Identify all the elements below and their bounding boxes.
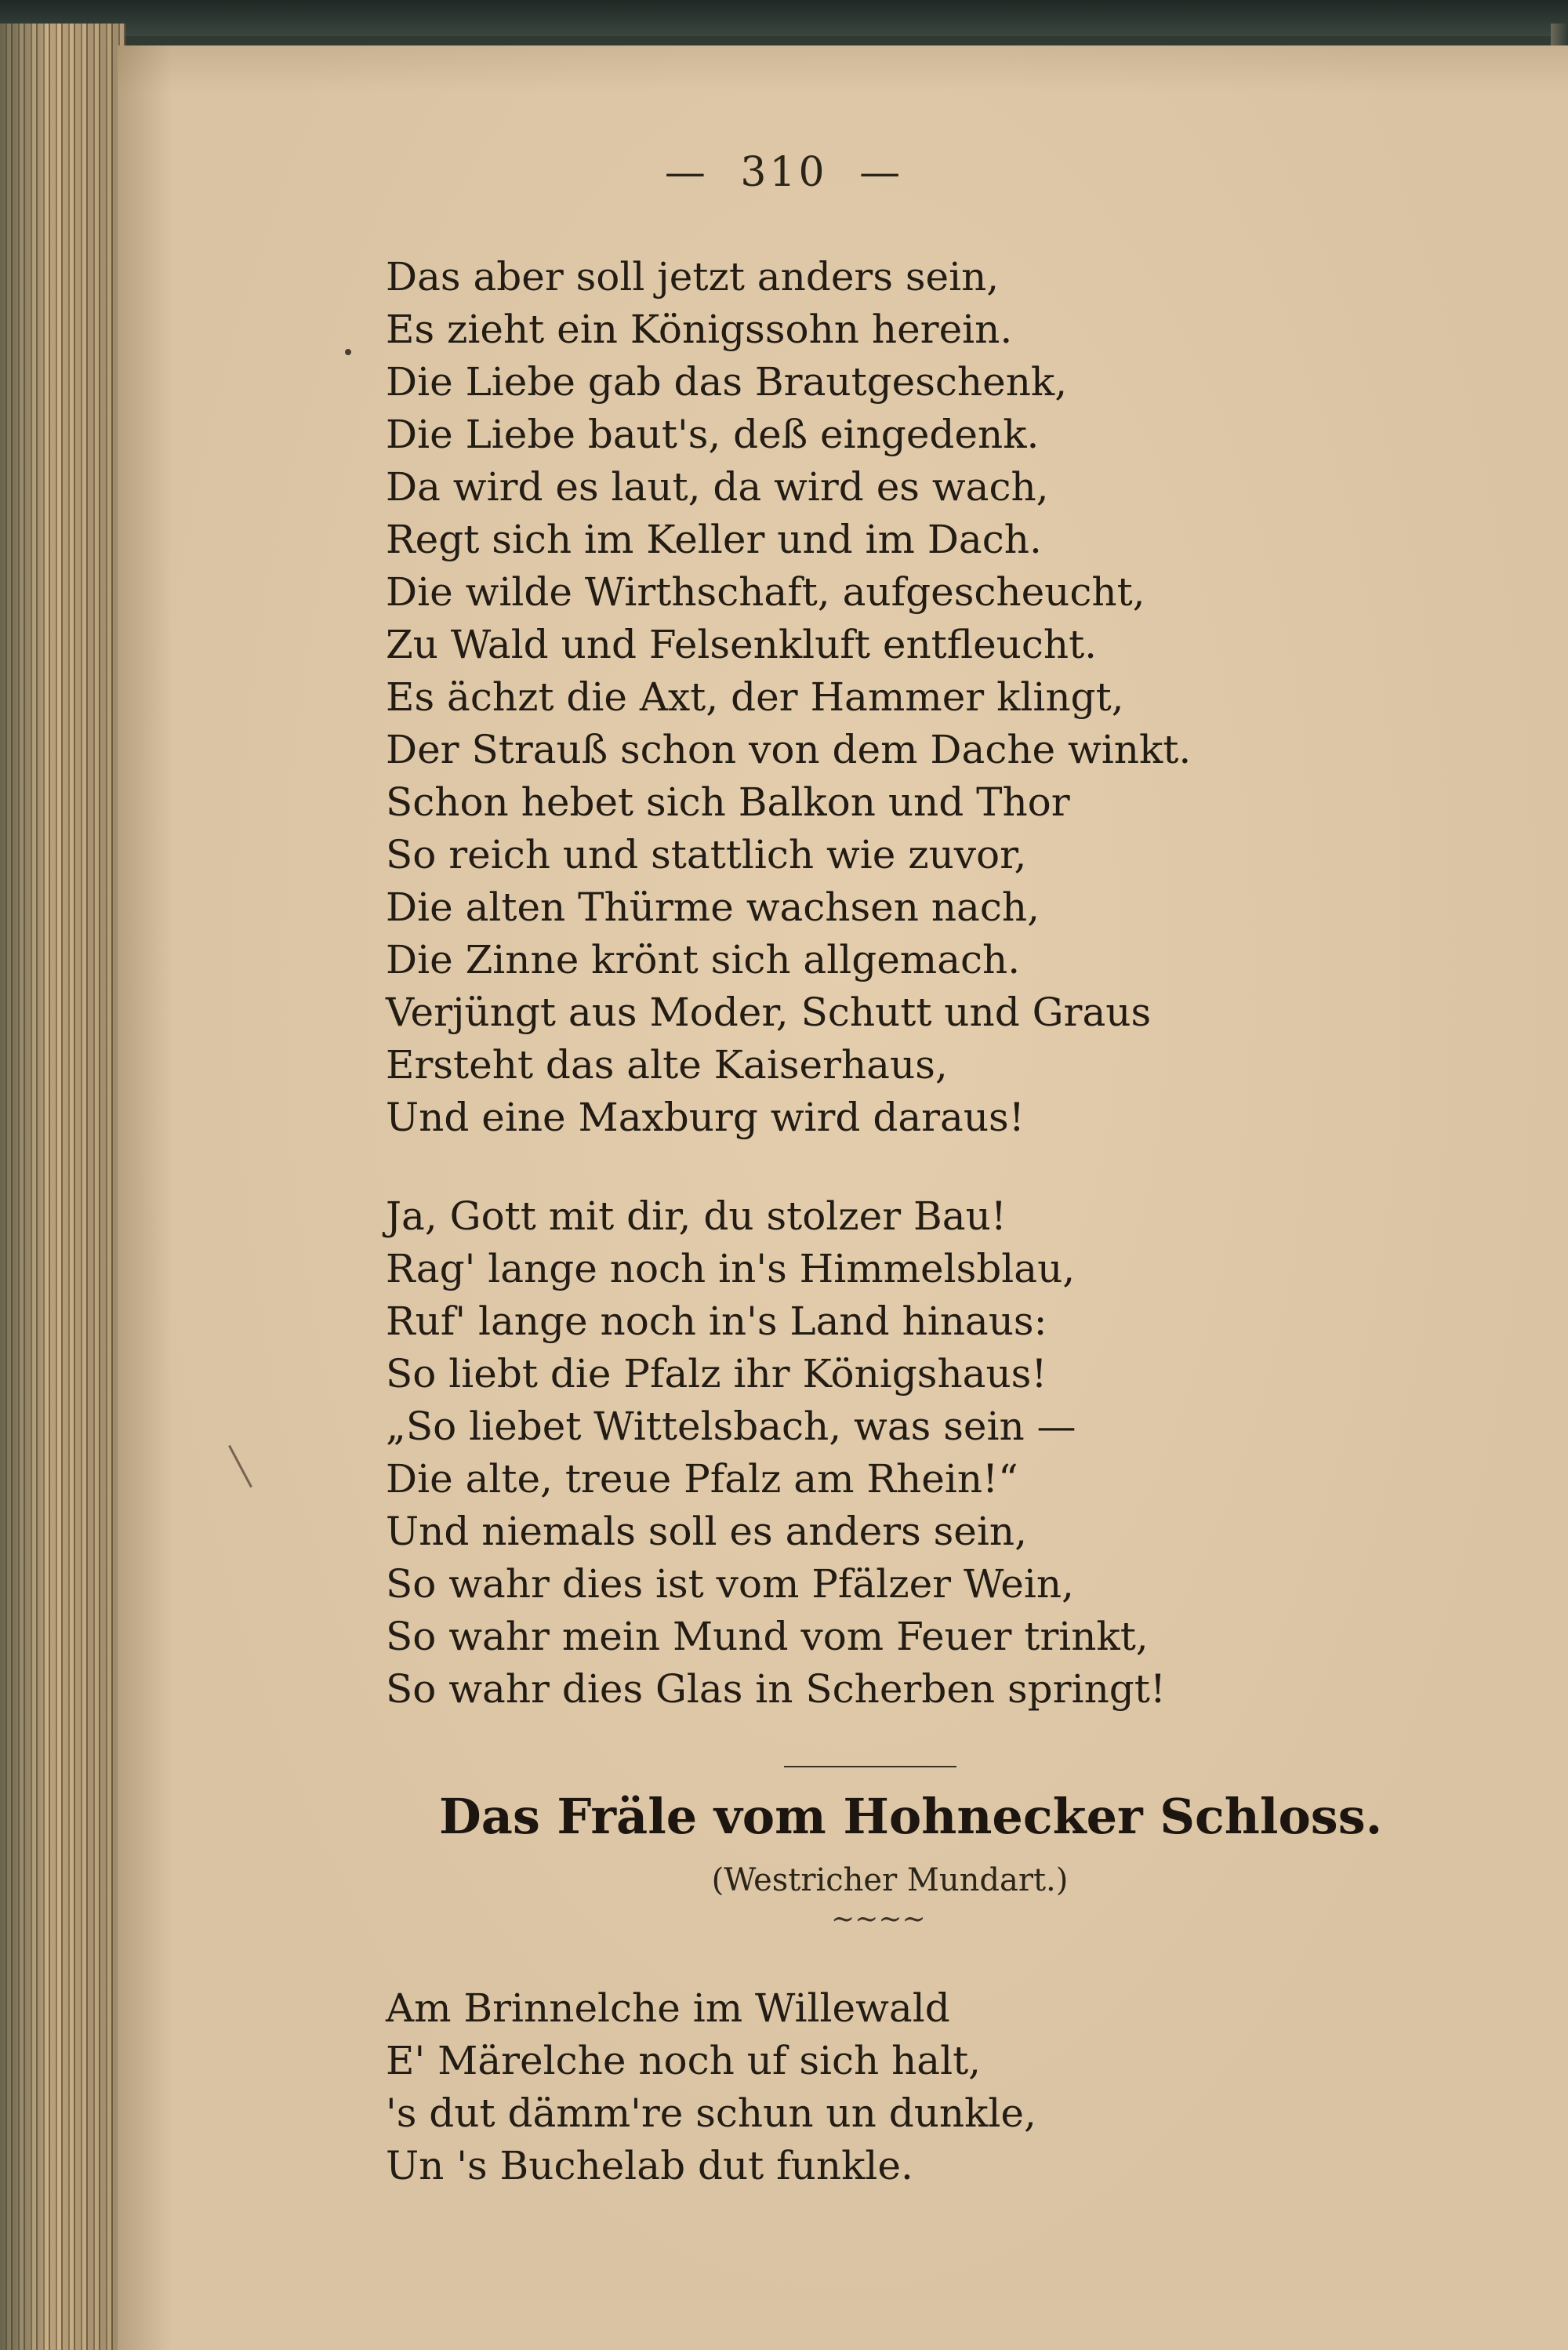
poem-line: Am Brinnelche im Willewald bbox=[386, 1985, 950, 2031]
show-through-text bbox=[1286, 267, 1568, 2227]
page-header bbox=[0, 149, 1568, 196]
poem-line: Ersteht das alte Kaiserhaus, bbox=[386, 1042, 948, 1088]
poem-line: Die Zinne krönt sich allgemach. bbox=[386, 937, 1021, 982]
poem-line: So wahr dies ist vom Pfälzer Wein, bbox=[386, 1561, 1074, 1607]
poem-line: Die alten Thürme wachsen nach, bbox=[386, 884, 1040, 930]
stanza bbox=[386, 1190, 1166, 1716]
poem-line: Die Liebe gab das Brautgeschenk, bbox=[386, 359, 1068, 405]
poem-line: Un 's Buchelab dut funkle. bbox=[386, 2143, 913, 2188]
poem-subtitle: (Westricher Mundart.) bbox=[711, 1862, 1069, 1898]
page-number: 310 bbox=[740, 149, 828, 196]
poem-line: So wahr mein Mund vom Feuer trinkt, bbox=[386, 1614, 1149, 1659]
poem-line: Die Liebe baut's, deß eingedenk. bbox=[386, 412, 1040, 457]
poem-line: Die wilde Wirthschaft, aufgescheucht, bbox=[386, 569, 1145, 615]
poem-line: Die alte, treue Pfalz am Rhein!“ bbox=[386, 1456, 1018, 1502]
poem-line: Rag' lange noch in's Himmelsblau, bbox=[386, 1246, 1076, 1291]
page-edges bbox=[0, 24, 125, 2350]
stanza bbox=[386, 1982, 1036, 2192]
section-divider-rule bbox=[784, 1766, 956, 1767]
poem-line: Der Strauß schon von dem Dache winkt. bbox=[386, 727, 1192, 772]
poem-line: Und niemals soll es anders sein, bbox=[386, 1509, 1027, 1554]
dash-right: — bbox=[859, 149, 904, 196]
poem-line: Ja, Gott mit dir, du stolzer Bau! bbox=[386, 1193, 1007, 1239]
poem-line: Regt sich im Keller und im Dach. bbox=[386, 517, 1042, 562]
poem-line: „So liebet Wittelsbach, was sein — bbox=[386, 1404, 1076, 1449]
poem-line: Verjüngt aus Moder, Schutt und Graus bbox=[386, 990, 1152, 1035]
poem-line: Das aber soll jetzt anders sein, bbox=[386, 254, 1000, 300]
book-cover-top-edge bbox=[0, 0, 1568, 36]
ink-spot bbox=[345, 349, 351, 355]
stanza bbox=[386, 251, 1191, 1144]
poem-line: So liebt die Pfalz ihr Königshaus! bbox=[386, 1351, 1047, 1397]
dash-left: — bbox=[664, 149, 709, 196]
poem-line: 's dut dämm're schun un dunkle, bbox=[386, 2090, 1036, 2136]
poem-line: So reich und stattlich wie zuvor, bbox=[386, 832, 1027, 877]
poem-line: Zu Wald und Felsenkluft entfleucht. bbox=[386, 622, 1098, 667]
ornament-divider: ~~~~ bbox=[831, 1903, 926, 1935]
poem-line: E' Märelche noch uf sich halt, bbox=[386, 2038, 982, 2083]
poem-line: Und eine Maxburg wird daraus! bbox=[386, 1095, 1025, 1140]
poem-line: Es ächzt die Axt, der Hammer klingt, bbox=[386, 674, 1124, 720]
poem-line: Da wird es laut, da wird es wach, bbox=[386, 464, 1049, 510]
poem-line: Schon hebet sich Balkon und Thor bbox=[386, 779, 1070, 825]
poem-line: Ruf' lange noch in's Land hinaus: bbox=[386, 1298, 1047, 1344]
poem-line: Es zieht ein Königssohn herein. bbox=[386, 307, 1013, 352]
poem-title: Das Fräle vom Hohnecker Schloss. bbox=[439, 1788, 1383, 1845]
poem-line: So wahr dies Glas in Scherben springt! bbox=[386, 1666, 1166, 1712]
